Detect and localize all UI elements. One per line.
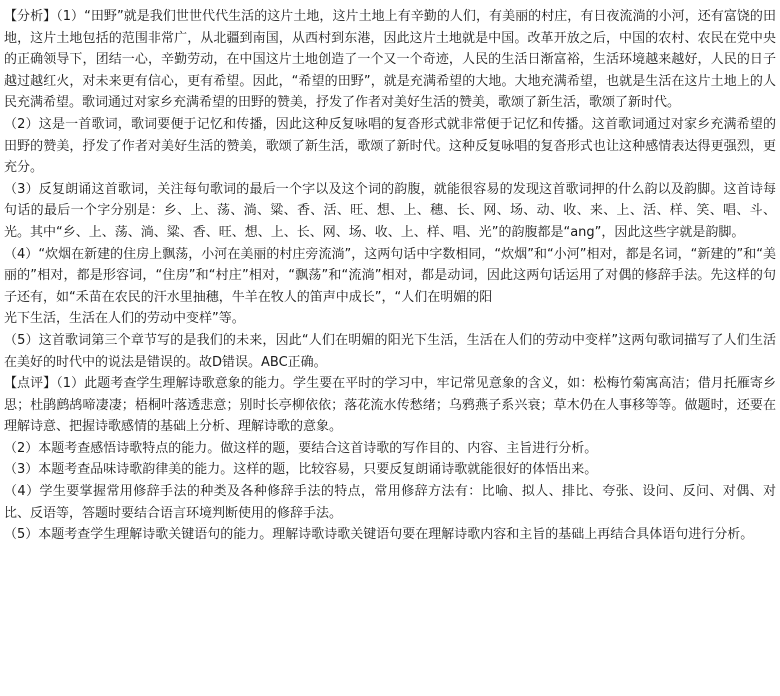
analysis-label: 【分析】 (4, 9, 57, 24)
analysis-text-1: （1）“田野”就是我们世世代代生活的这片土地，这片土地上有辛勤的人们，有美丽的村庄，有日夜流淌的小河，还有富饶的田地，这片土地包括的范围非常广，从北疆到南国，从西村到东港，因此这片土地就是中国。改革开放之后，中国的农村、农民在党中央的正确领导下，团结一心，辛勤劳动，在中国这片土地创造了一个又一个奇迹，人民的生活日渐富裕，生活环境越来越好，人民的日子越过越红火，对未来更有信心，更有希望。因此，“希望的田野”，就是充满希望的大地。大地充满希望，也就是生活在这片土地上的人民充满希望。歌词通过对家乡充满希望的田野的赞美，抒发了作者对美好生活的赞美，歌颂了新生活，歌颂了新时代。 (4, 9, 776, 111)
comment-paragraph-4: （4）学生要掌握常用修辞手法的种类及各种修辞手法的特点，常用修辞方法有：比喻、拟人、排比、夸张、设问、反问、对偶、对比、反语等，答题时要结合语言环境判断使用的修辞手法。 (4, 484, 776, 521)
analysis-paragraph-4b: 光下生活，生活在人们的劳动中变样”等。 (4, 311, 245, 327)
comment-text-1: （1）此题考查学生理解诗歌意象的能力。学生要在平时的学习中，牢记常见意象的含义，如：松梅竹菊寓高洁；借月托雁寄乡思；杜鹃鹧鸪啼凄凄；梧桐叶落透悲意；别时长亭柳依依；落花流水传愁绪；乌鸦燕子系兴衰；草木仍在人事移等等。做题时，还要在理解诗意、把握诗歌感情的基础上分析、理解诗歌的意象。 (4, 376, 776, 435)
comment-label: 【点评】 (4, 376, 57, 392)
comment-paragraph-3: （3）本题考查品味诗歌韵律美的能力。这样的题，比较容易，只要反复朗诵诗歌就能很好的体悟出来。 (4, 462, 598, 478)
analysis-paragraph-5: （5）这首歌词第三个章节写的是我们的未来，因此“人们在明媚的阳光下生活，生活在人们的劳动中变样”这两句歌词描写了人们生活在美好的时代中的说法是错误的。故D错误。ABC正确。 (4, 332, 776, 370)
comment-paragraph-1 (4, 373, 776, 438)
comment-paragraph-5: （5）本题考查学生理解诗歌关键语句的能力。理解诗歌诗歌关键语句要在理解诗歌内容和主旨的基础上再结合具体语句进行分析。 (4, 527, 754, 543)
comment-paragraph-2: （2）本题考查感悟诗歌特点的能力。做这样的题，要结合这首诗歌的写作目的、内容、主旨进行分析。 (4, 440, 598, 456)
analysis-paragraph-3: （3）反复朗诵这首歌词，关注每句歌词的最后一个字以及这个词的韵腹，就能很容易的发现这首歌词押的什么韵以及韵脚。这首诗每句话的最后一个字分别是：乡、上、荡、淌、粱、香、活、旺、想、上、穗、长、网、场、动、收、来、上、活、样、笑、唱、斗、光。其中“乡、上、荡、淌、粱、香、旺、想、上、长、网、场、收、上、样、唱、光”的韵腹都是“ang”，因此这些字就是韵脚。 (4, 181, 776, 240)
analysis-paragraph-2: （2）这是一首歌词，歌词要便于记忆和传播，因此这种反复咏唱的复沓形式就非常便于记忆和传播。这首歌词通过对家乡充满希望的田野的赞美，抒发了作者对美好生活的赞美，歌颂了新生活，歌颂了新时代。这种反复咏唱的复沓形式也让这种感情表达得更强烈，更充分。 (4, 116, 776, 176)
analysis-paragraph-1 (4, 6, 776, 114)
analysis-paragraph-4a: （4）“炊烟在新建的住房上飘荡，小河在美丽的村庄旁流淌”，这两句话中字数相同，“炊烟”和“小河”相对，都是名词，“新建的”和“美丽的”相对，都是形容词，“住房”和“村庄”相对，“飘荡”和“流淌”相对，都是动词，因此这两句话运用了对偶的修辞手法。先这样的句子还有，如“禾苗在农民的汗水里抽穗，牛羊在牧人的笛声中成长”，“人们在明媚的阳 (4, 246, 776, 305)
